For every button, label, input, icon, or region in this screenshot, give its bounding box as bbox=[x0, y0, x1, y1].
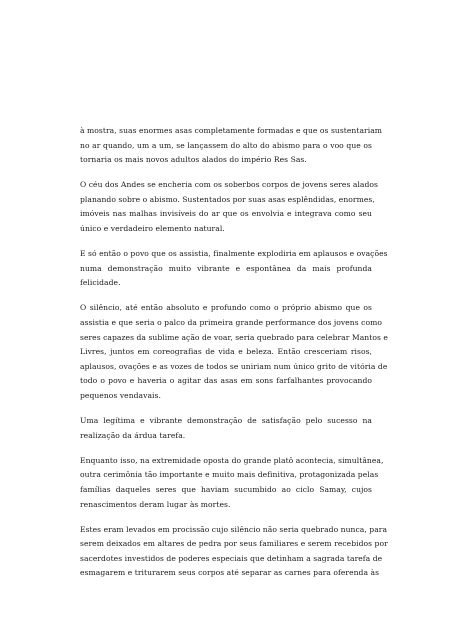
text-line: pequenos vendavais. bbox=[80, 391, 161, 400]
paragraph bbox=[80, 301, 388, 403]
text-line: outra cerimônia tão importante e muito mais definitiva, protagonizada pelas bbox=[80, 470, 379, 480]
text-line: aplausos, ovações e as vozes de todos se uniriam num único grito de vitória de bbox=[80, 361, 388, 371]
text-line: serem deixados em altares de pedra por seus familiares e serem recebidos por bbox=[80, 539, 388, 549]
paragraph bbox=[80, 523, 388, 581]
body-text bbox=[80, 124, 388, 592]
text-line: planando sobre o abismo. Sustentados por suas asas esplêndidas, enormes, bbox=[80, 194, 375, 204]
paragraph bbox=[80, 178, 378, 236]
text-line: Uma legítima e vibrante demonstração de satisfação pelo sucesso na bbox=[80, 416, 372, 426]
text-line: no ar quando, um a um, se lançassem do alto do abismo para o voo que os bbox=[80, 140, 372, 150]
text-line: assistia e que seria o palco da primeira grande performance dos jovens como bbox=[80, 318, 382, 328]
paragraph bbox=[80, 454, 384, 512]
text-line: numa demonstração muito vibrante e espontânea da mais profunda bbox=[80, 263, 372, 273]
text-line: felicidade. bbox=[80, 278, 121, 288]
text-line: seres capazes da sublime ação de voar, seria quebrado para celebrar Mantos e bbox=[80, 332, 388, 342]
text-line: E só então o povo que os assistia, finalmente explodiria em aplausos e ovações bbox=[80, 249, 388, 259]
paragraph bbox=[80, 247, 388, 291]
text-line: Enquanto isso, na extremidade oposta do grande platô acontecia, simultânea, bbox=[80, 455, 384, 465]
paragraph bbox=[80, 124, 383, 168]
text-line: sacerdotes investidos de poderes especiais que detinham a sagrada tarefa de bbox=[80, 553, 383, 563]
text-line: Estes eram levados em procissão cujo silêncio não seria quebrado nunca, para bbox=[80, 524, 388, 534]
paragraph bbox=[80, 414, 372, 443]
text-line: esmagarem e triturarem seus corpos até separar as carnes para oferenda às bbox=[80, 568, 380, 578]
text-line: renascimentos deram lugar às mortes. bbox=[80, 499, 231, 509]
text-line: à mostra, suas enormes asas completamente formadas e que os sustentariam bbox=[80, 126, 383, 135]
text-line: Livres, juntos em coreografias de vida e beleza. Então cresceriam risos, bbox=[80, 347, 372, 357]
text-line: todo o povo e haveria o agitar das asas em sons farfalhantes provocando bbox=[80, 376, 372, 386]
text-line: realização da árdua tarefa. bbox=[80, 430, 186, 440]
text-line: imóveis nas malhas invisíveis do ar que os envolvia e integrava como seu bbox=[80, 209, 372, 219]
text-line: O silêncio, até então absoluto e profundo como o próprio abismo que os bbox=[80, 303, 372, 313]
text-line: O céu dos Andes se encheria com os soberbos corpos de jovens seres alados bbox=[80, 180, 378, 190]
text-line: tornaria os mais novos adultos alados do império Res Sas. bbox=[80, 155, 307, 165]
text-line: único e verdadeiro elemento natural. bbox=[80, 224, 225, 234]
text-line: famílias daqueles seres que haviam sucumbido ao ciclo Samay, cujos bbox=[80, 484, 372, 494]
